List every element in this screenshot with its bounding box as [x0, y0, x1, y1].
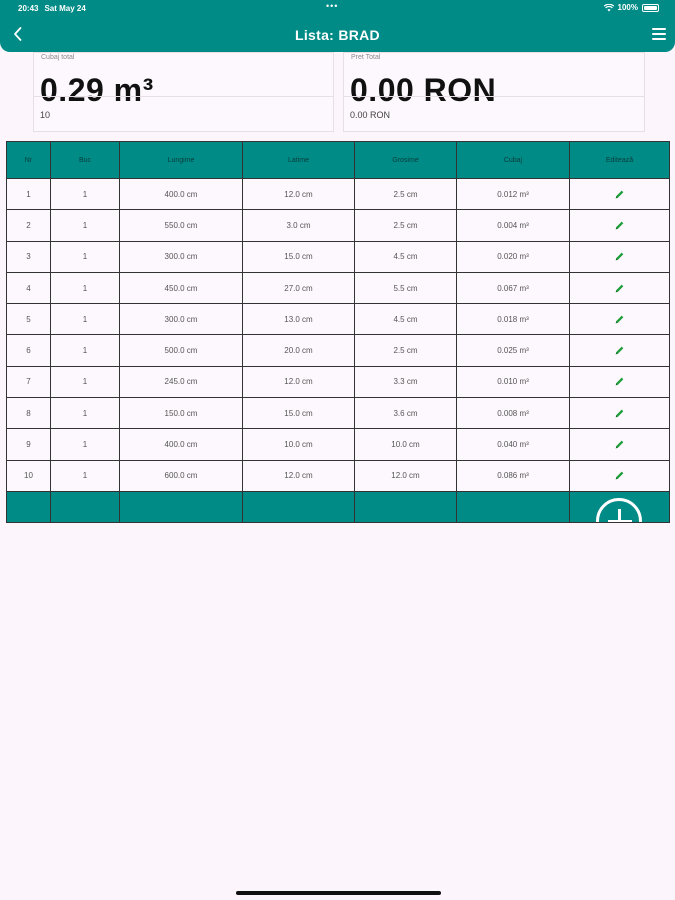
pencil-icon: [614, 314, 625, 325]
cell-cubaj: 0.012 m³: [457, 179, 570, 210]
cell-buc: 1: [51, 429, 120, 460]
table-row: [7, 366, 670, 397]
volume-label: Cubaj total: [41, 54, 75, 61]
pencil-icon: [614, 220, 625, 231]
cell-latime: 20.0 cm: [243, 335, 355, 366]
cell-buc: 1: [51, 398, 120, 429]
cell-latime: 12.0 cm: [243, 366, 355, 397]
battery-percent: 100%: [617, 3, 638, 12]
cell-lungime: 300.0 cm: [120, 304, 243, 335]
cell-grosime: 2.5 cm: [355, 210, 457, 241]
cell-latime: 15.0 cm: [243, 398, 355, 429]
cell-latime: 3.0 cm: [243, 210, 355, 241]
home-indicator[interactable]: [236, 891, 441, 895]
cell-grosime: 2.5 cm: [355, 335, 457, 366]
cell-lungime: 245.0 cm: [120, 366, 243, 397]
cell-lungime: 300.0 cm: [120, 241, 243, 272]
cell-cubaj: 0.025 m³: [457, 335, 570, 366]
cell-grosime: 3.3 cm: [355, 366, 457, 397]
cell-lungime: 150.0 cm: [120, 398, 243, 429]
cell-nr: 5: [7, 304, 51, 335]
edit-button[interactable]: [570, 366, 670, 397]
edit-button[interactable]: [570, 304, 670, 335]
edit-button[interactable]: [570, 460, 670, 491]
pencil-icon: [614, 439, 625, 450]
status-bar-right: [604, 3, 659, 12]
table-row: [7, 398, 670, 429]
cell-nr: 1: [7, 179, 51, 210]
volume-summary-card: [33, 52, 334, 132]
price-label: Pret Total: [351, 54, 381, 61]
edit-button[interactable]: [570, 429, 670, 460]
cell-grosime: 2.5 cm: [355, 179, 457, 210]
cell-grosime: 3.6 cm: [355, 398, 457, 429]
table-row: [7, 272, 670, 303]
cell-nr: 9: [7, 429, 51, 460]
app-header: [0, 0, 675, 52]
price-sub: 0.00 RON: [350, 110, 391, 120]
pencil-icon: [614, 251, 625, 262]
cell-nr: 7: [7, 366, 51, 397]
price-summary-card: [343, 52, 645, 132]
edit-button[interactable]: [570, 179, 670, 210]
cell-cubaj: 0.040 m³: [457, 429, 570, 460]
status-bar-time: [18, 4, 86, 13]
cell-lungime: 500.0 cm: [120, 335, 243, 366]
cell-latime: 10.0 cm: [243, 429, 355, 460]
table-row: [7, 429, 670, 460]
cell-latime: 13.0 cm: [243, 304, 355, 335]
cell-latime: 15.0 cm: [243, 241, 355, 272]
cell-buc: 1: [51, 335, 120, 366]
pencil-icon: [614, 408, 625, 419]
price-sub-row: [344, 96, 644, 132]
table-row: [7, 335, 670, 366]
cell-buc: 1: [51, 210, 120, 241]
header-editeaza: Editează: [570, 142, 670, 179]
volume-sub-row: [34, 96, 333, 132]
cell-nr: 10: [7, 460, 51, 491]
hamburger-menu-icon: [652, 28, 666, 30]
edit-button[interactable]: [570, 210, 670, 241]
add-item-button[interactable]: [596, 498, 642, 544]
pencil-icon: [614, 189, 625, 200]
edit-button[interactable]: [570, 398, 670, 429]
cell-cubaj: 0.018 m³: [457, 304, 570, 335]
cell-grosime: 10.0 cm: [355, 429, 457, 460]
cell-grosime: 4.5 cm: [355, 304, 457, 335]
table-row: [7, 304, 670, 335]
cell-nr: 4: [7, 272, 51, 303]
cell-buc: 1: [51, 272, 120, 303]
table-row: [7, 210, 670, 241]
cell-latime: 12.0 cm: [243, 179, 355, 210]
status-time: 20:43: [18, 4, 39, 13]
cell-cubaj: 0.008 m³: [457, 398, 570, 429]
cell-buc: 1: [51, 304, 120, 335]
cell-cubaj: 0.067 m³: [457, 272, 570, 303]
wifi-icon: [604, 4, 614, 12]
table-row: [7, 241, 670, 272]
cell-grosime: 5.5 cm: [355, 272, 457, 303]
cell-cubaj: 0.020 m³: [457, 241, 570, 272]
table-footer-row: [7, 491, 670, 522]
cell-cubaj: 0.004 m³: [457, 210, 570, 241]
lumber-table: [6, 141, 670, 523]
table-row: [7, 179, 670, 210]
header-grosime: Grosime: [355, 142, 457, 179]
pencil-icon: [614, 283, 625, 294]
cell-nr: 2: [7, 210, 51, 241]
cell-lungime: 450.0 cm: [120, 272, 243, 303]
cell-lungime: 400.0 cm: [120, 429, 243, 460]
cell-latime: 27.0 cm: [243, 272, 355, 303]
cell-latime: 12.0 cm: [243, 460, 355, 491]
cell-nr: 8: [7, 398, 51, 429]
cell-lungime: 400.0 cm: [120, 179, 243, 210]
header-nr: Nr: [7, 142, 51, 179]
pencil-icon: [614, 470, 625, 481]
cell-grosime: 12.0 cm: [355, 460, 457, 491]
header-lungime: Lungime: [120, 142, 243, 179]
cell-nr: 3: [7, 241, 51, 272]
edit-button[interactable]: [570, 272, 670, 303]
table-header-row: [7, 142, 670, 179]
table-row: [7, 460, 670, 491]
cell-lungime: 550.0 cm: [120, 210, 243, 241]
pencil-icon: [614, 345, 625, 356]
cell-buc: 1: [51, 241, 120, 272]
header-latime: Latime: [243, 142, 355, 179]
menu-button[interactable]: [652, 28, 666, 40]
cell-buc: 1: [51, 366, 120, 397]
battery-icon: [642, 4, 659, 12]
cell-buc: 1: [51, 460, 120, 491]
edit-button[interactable]: [570, 241, 670, 272]
multitasking-dots[interactable]: •••: [326, 1, 339, 11]
price-total: 0.00 RON: [350, 72, 497, 108]
piece-count: 10: [40, 110, 51, 120]
cell-cubaj: 0.010 m³: [457, 366, 570, 397]
status-date: Sat May 24: [44, 4, 86, 13]
edit-button[interactable]: [570, 335, 670, 366]
volume-total: 0.29 m³: [40, 72, 154, 108]
cell-buc: 1: [51, 179, 120, 210]
pencil-icon: [614, 376, 625, 387]
cell-cubaj: 0.086 m³: [457, 460, 570, 491]
page-title: Lista: BRAD: [295, 27, 380, 43]
cell-grosime: 4.5 cm: [355, 241, 457, 272]
header-cubaj: Cubaj: [457, 142, 570, 179]
cell-lungime: 600.0 cm: [120, 460, 243, 491]
header-buc: Buc: [51, 142, 120, 179]
cell-nr: 6: [7, 335, 51, 366]
